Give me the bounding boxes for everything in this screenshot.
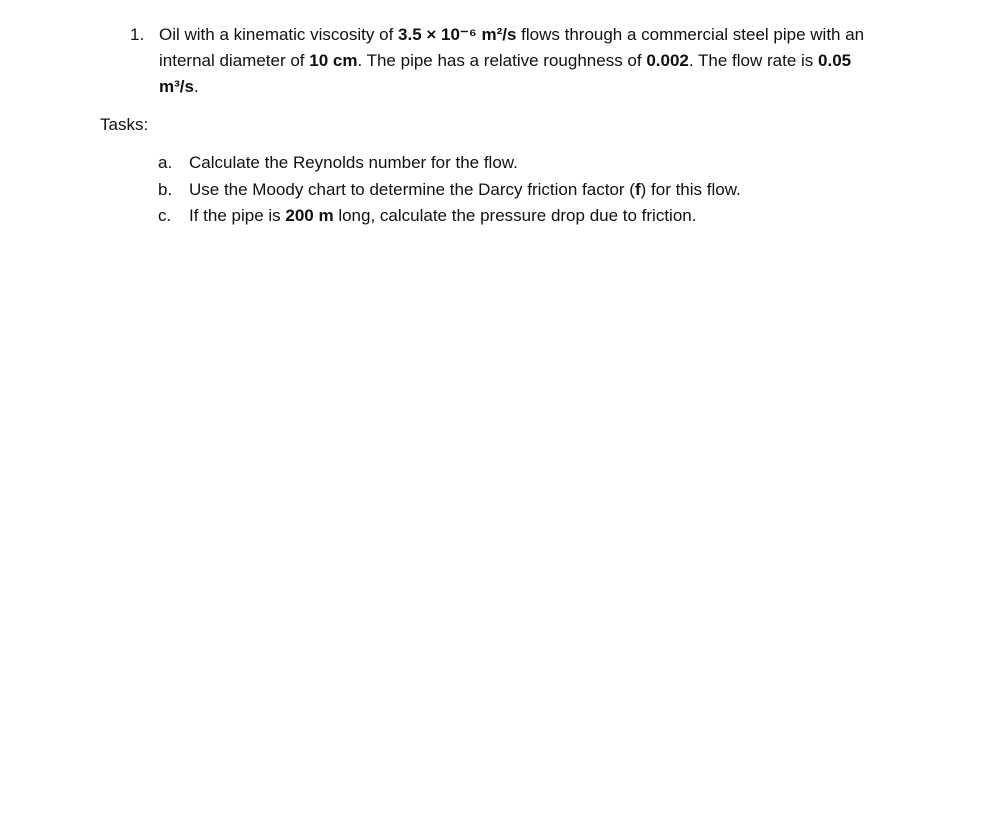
roughness-value: 0.002 (646, 51, 689, 70)
problem-text-part: . The flow rate is (688, 51, 819, 70)
tasks-list (158, 150, 878, 230)
problem-text (159, 22, 890, 100)
task-letter: a. (158, 153, 173, 172)
problem-text-part: . The pipe has a relative roughness of (357, 51, 647, 70)
problem-number: 1. (130, 25, 145, 44)
problem-text-part: Oil with a kinematic viscosity of (159, 25, 399, 44)
task-item (158, 177, 878, 204)
pipe-length-value: 200 m (285, 206, 334, 225)
friction-factor-symbol: f (634, 179, 641, 199)
flow-rate-value: 0.05 m³/s (159, 51, 852, 96)
task-text-part: If the pipe is (189, 206, 286, 225)
task-text-part: long, calculate the pressure drop due to friction. (333, 206, 697, 225)
task-text-part: ) for this flow. (640, 179, 741, 199)
task-item (158, 203, 878, 230)
problem-text-part: . (193, 77, 199, 96)
task-text (189, 203, 696, 230)
task-letter: c. (158, 206, 172, 225)
viscosity-value: 3.5 × 10⁻⁶ m²/s (398, 25, 517, 44)
task-text-part: Use the Moody chart to determine the Darcy friction factor ( (189, 179, 635, 199)
diameter-value: 10 cm (309, 51, 358, 70)
task-letter: b. (158, 179, 173, 199)
problem-text-part: flows through a commercial steel pipe with an internal diameter of (159, 25, 865, 70)
task-text: Calculate the Reynolds number for the flow. (189, 153, 518, 172)
task-item (158, 150, 878, 177)
task-text (189, 177, 741, 204)
problem-statement (130, 22, 890, 100)
tasks-heading: Tasks: (100, 115, 149, 134)
